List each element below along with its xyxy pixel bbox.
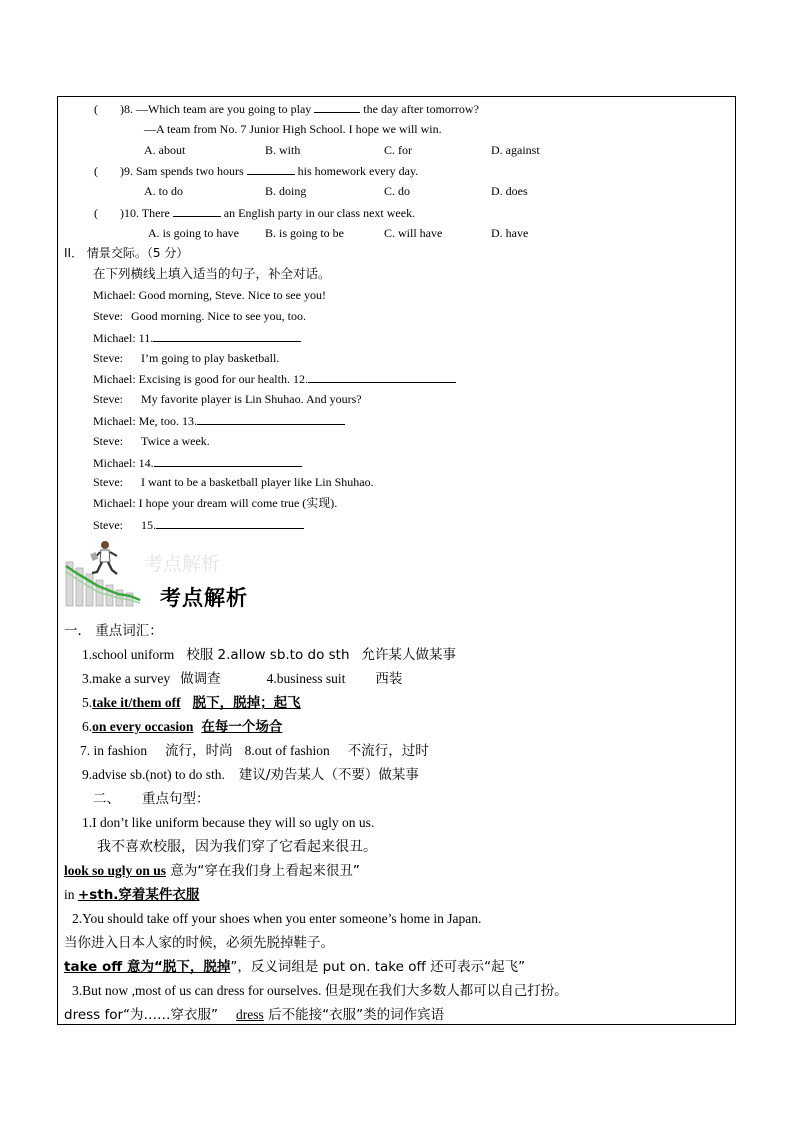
question-9: ( )9. Sam spends two hours his homework every day.: [94, 164, 419, 178]
sentence-1: 1.I don’t like uniform because they will so ugly on us.: [82, 815, 375, 830]
vocab-line-2: 3.make a survey 做调查 4.business suit 西装: [82, 671, 403, 687]
option-d: D. have: [491, 226, 529, 240]
option-c: C. will have: [384, 226, 443, 240]
answer-blank[interactable]: [247, 162, 295, 175]
answer-blank[interactable]: [156, 516, 304, 529]
dialog-line: Michael: Me, too. 13.: [93, 412, 345, 429]
dialog-line: Steve: My favorite player is Lin Shuhao. And yours?: [93, 392, 362, 406]
ghost-title: 考点解析: [144, 553, 221, 575]
dialog-line: Steve: Good morning. Nice to see you, too.: [93, 309, 306, 323]
dialog-line: Michael: Excising is good for our health. 12.: [93, 370, 456, 387]
option-b: B. with: [265, 143, 301, 157]
option-b: B. is going to be: [265, 226, 345, 240]
option-b: B. doing: [265, 184, 307, 198]
sentence-3: 3.But now ,most of us can dress for ourselves. 但是现在我们大多数人都可以自己打扮。: [72, 983, 568, 999]
vocab-line-4: 6.on every occasion 在每一个场合: [82, 719, 283, 735]
option-c: C. do: [384, 184, 411, 198]
vocab-line-3: 5.take it/them off 脱下，脱掉；起飞: [82, 695, 301, 711]
sentence-2: 2.You should take off your shoes when you enter someone’s home in Japan.: [72, 911, 482, 926]
instruction: 在下列横线上填入适当的句子，补全对话。: [93, 266, 331, 281]
dialog-line: Michael: Good morning, Steve. Nice to see you!: [93, 288, 326, 302]
dialog-line: Michael: I hope your dream will come true (实现).: [93, 496, 338, 510]
dialog-line: Steve: Twice a week.: [93, 434, 210, 448]
answer-blank[interactable]: [153, 329, 301, 342]
answer-blank[interactable]: [314, 100, 360, 113]
answer-blank[interactable]: [173, 204, 221, 217]
dialog-line: Steve: I want to be a basketball player like Lin Shuhao.: [93, 475, 374, 489]
note-3: take off 意为“脱下，脱掉”，反义词组是 put on. take off 还可表示“起飞”: [64, 959, 526, 975]
section-title: 考点解析: [160, 586, 248, 610]
dialog-line: Michael: 14.: [93, 454, 302, 471]
answer-blank[interactable]: [197, 412, 345, 425]
dialog-line: Steve: I’m going to play basketball.: [93, 351, 280, 365]
vocab-line-5: 7. in fashion 流行，时尚 8.out of fashion 不流行，过时: [80, 743, 429, 759]
vocab-heading: 一． 重点词汇：: [64, 623, 163, 639]
answer-blank[interactable]: [308, 370, 456, 383]
section-heading: II． 情景交际。（5 分）: [64, 246, 189, 260]
option-a: A. about: [144, 143, 186, 157]
option-c: C. for: [384, 143, 412, 157]
question-8-reply: —A team from No. 7 Junior High School. I hope we will win.: [144, 122, 442, 136]
answer-blank[interactable]: [154, 454, 302, 467]
note-4: dress for“为……穿衣服” dress 后不能接“衣服”类的词作宾语: [64, 1007, 445, 1023]
dialog-line: Steve: 15.: [93, 516, 304, 533]
sentence-1-translation: 我不喜欢校服，因为我们穿了它看起来很丑。: [97, 839, 377, 855]
note-2: in +sth.穿着某件衣服: [64, 887, 200, 903]
option-a: A. is going to have: [148, 226, 239, 240]
sentence-heading: 二、 重点句型：: [93, 791, 210, 807]
note-1: look so ugly on us 意为“穿在我们身上看起来很丑”: [64, 863, 360, 879]
option-a: A. to do: [144, 184, 183, 198]
option-d: D. does: [491, 184, 528, 198]
dialog-line: Michael: 11.: [93, 329, 301, 346]
question-10: ( )10. There an English party in our class next week.: [94, 206, 416, 220]
vocab-line-1: 1.school uniform 校服 2.allow sb.to do sth 允许某人做某事: [82, 647, 457, 663]
sentence-2-translation: 当你进入日本人家的时候，必须先脱掉鞋子。: [64, 935, 334, 951]
question-8: ( )8. —Which team are you going to play the day after tomorrow?: [94, 102, 479, 116]
vocab-line-6: 9.advise sb.(not) to do sth. 建议/劝告某人（不要）做某事: [82, 767, 419, 783]
option-d: D. against: [491, 143, 540, 157]
